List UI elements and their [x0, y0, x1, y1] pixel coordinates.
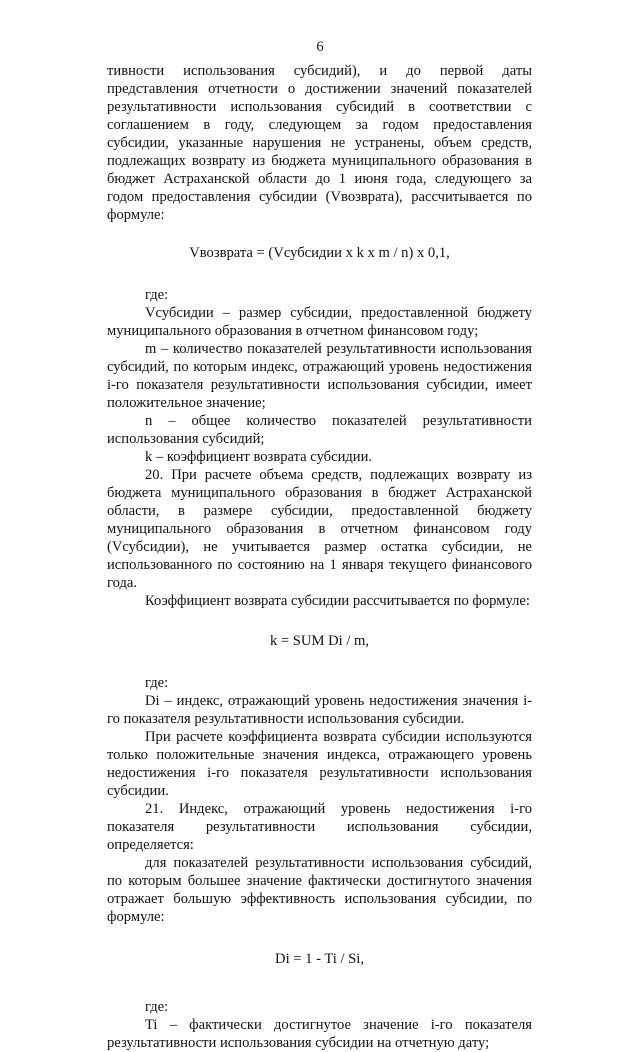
paragraph: Коэффициент возврата субсидии рассчитывается по формуле: — [145, 593, 530, 609]
document-body — [107, 62, 532, 1052]
page-number: 6 — [316, 39, 324, 55]
paragraph: При расчете коэффициента возврата субсидии используются только положительные значения индекса, отражающего уровень недостижения i-го показателя результативности использования субсидии. — [107, 729, 532, 799]
paragraph: где: — [145, 675, 169, 691]
paragraph: 20. При расчете объема средств, подлежащих возврату из бюджета муниципального образования в бюджет Астраханской области, в размере субсидии, предоставленной бюджету муниципального образования в отчетном финансовом году (Vсубсидии), не учитывается размер остатка субсидии, не использованного по состоянию на 1 января текущего финансового года. — [107, 467, 532, 591]
paragraph: тивности использования субсидий), и до первой даты представления отчетности о достижении значений показателей результативности использования субсидий в соответствии с соглашением в году, следующем за годом предоставления субсидии, указанные нарушения не устранены, объем средств, подлежащих возврату из бюджета муниципального образования в бюджет Астраханской области до 1 июня года, следующего за годом предоставления субсидии (Vвозврата), рассчитывается по формуле: — [107, 63, 532, 223]
formula: Di = 1 - Ti / Si, — [275, 951, 364, 967]
paragraph: m – количество показателей результативности использования субсидий, по которым индекс, отражающий уровень недостижения i-го показателя результативности использования субсидии, имеет положительное значение; — [107, 341, 532, 411]
formula: Vвозврата = (Vсубсидии x k x m / n) x 0,1, — [189, 245, 450, 261]
paragraph: Ti – фактически достигнутое значение i-го показателя результативности использования субсидии на отчетную дату; — [107, 1017, 532, 1051]
paragraph: Vсубсидии – размер субсидии, предоставленной бюджету муниципального образования в отчетном финансовом году; — [107, 305, 532, 339]
paragraph: где: — [145, 287, 169, 303]
paragraph: для показателей результативности использования субсидий, по которым большее значение фактически достигнутого значения отражает большую эффективность использования субсидии, по формуле: — [107, 855, 532, 925]
paragraph: n – общее количество показателей результативности использования субсидий; — [107, 413, 532, 447]
paragraph: Di – индекс, отражающий уровень недостижения значения i-го показателя результативности использования субсидии. — [107, 693, 532, 727]
paragraph: 21. Индекс, отражающий уровень недостижения i-го показателя результативности использования субсидии, определяется: — [107, 801, 532, 853]
paragraph: где: — [145, 999, 169, 1015]
paragraph: k – коэффициент возврата субсидии. — [145, 449, 373, 465]
formula: k = SUM Di / m, — [269, 633, 370, 649]
